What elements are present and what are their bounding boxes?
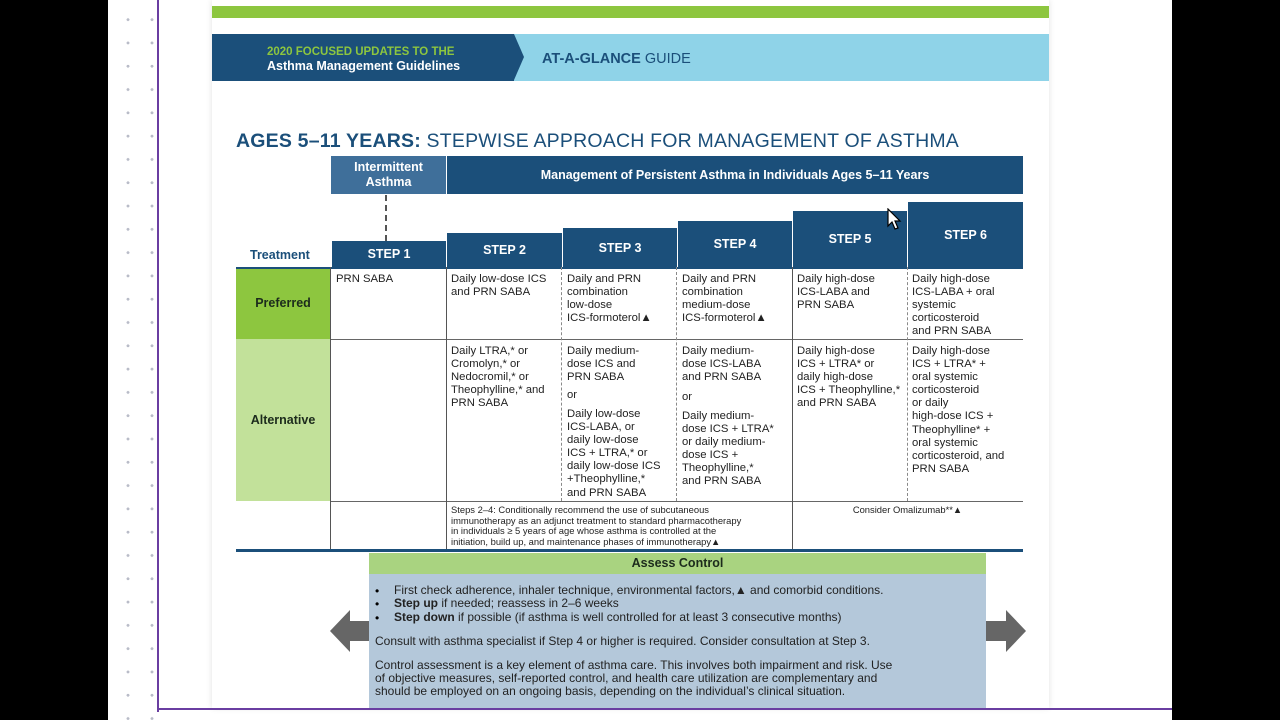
guide-label-rest: GUIDE <box>640 51 691 67</box>
treatment-label: Treatment <box>250 248 310 262</box>
title-bold: AGES 5–11 YEARS: <box>236 130 421 152</box>
step-1-header: STEP 1 <box>331 241 446 267</box>
step-up-arrow-icon <box>986 610 1026 652</box>
guide-label <box>542 51 691 67</box>
preferred-step-4: Daily and PRN combination medium-dose ICS-formoterol▲ <box>682 273 767 325</box>
alternative-step-4-or: or <box>682 391 693 403</box>
step-6-header: STEP 6 <box>907 202 1023 267</box>
step-up-label: Step up <box>394 596 438 610</box>
dot-pattern <box>108 0 158 720</box>
bullet-2-marker: • <box>375 597 380 611</box>
assess-control-box <box>369 553 986 708</box>
step-3-header: STEP 3 <box>562 228 677 267</box>
assess-bullet-1: First check adherence, inhaler technique, environmental factors,▲ and comorbid conditions. <box>394 583 884 597</box>
alternative-step-4-b: Daily medium- dose ICS + LTRA* or daily medium- dose ICS + Theophylline,* and PRN SABA <box>682 410 774 488</box>
bullet-1-marker: • <box>375 584 380 598</box>
frame-border-left <box>157 0 159 712</box>
alternative-step-3-b: Daily low-dose ICS-LABA, or daily low-dose ICS + LTRA,* or daily low-dose ICS +Theophylline,* and PRN SABA <box>567 408 661 499</box>
step-5-header: STEP 5 <box>792 211 907 267</box>
alternative-step-2: Daily LTRA,* or Cromolyn,* or Nedocromil,* or Theophylline,* and PRN SABA <box>451 345 545 410</box>
omalizumab-note: Consider Omalizumab**▲ <box>852 504 963 515</box>
intermittent-header: Intermittent Asthma <box>331 156 446 194</box>
alternative-step-3-or: or <box>567 389 578 401</box>
banner-subtitle: 2020 FOCUSED UPDATES TO THE <box>267 46 455 58</box>
document-page <box>212 0 1049 708</box>
alternative-step-4-a: Daily medium- dose ICS-LABA and PRN SABA <box>682 345 762 384</box>
assess-control-heading: Assess Control <box>369 553 986 574</box>
alternative-step-6: Daily high-dose ICS + LTRA* + oral systemic corticosteroid or daily high-dose ICS + Theophylline* + oral systemic corticosteroid, and PRN SABA <box>912 345 1005 475</box>
step-down-text: if possible (if asthma is well controlled for at least 3 consecutive months) <box>454 610 842 624</box>
mouse-cursor-icon <box>887 208 903 232</box>
step-up-text: if needed; reassess in 2–6 weeks <box>438 596 619 610</box>
control-text-line-2: of objective measures, self-reported control, and health care utilization are complementary and <box>375 671 878 685</box>
alternative-row-label: Alternative <box>236 339 330 501</box>
banner-left-panel <box>212 34 514 81</box>
frame-border-bottom <box>157 708 1172 710</box>
page-title <box>236 130 959 153</box>
control-text-line-1: Control assessment is a key element of asthma care. This involves both impairment and risk. Use <box>375 658 893 672</box>
bullet-3-marker: • <box>375 611 380 625</box>
step-2-header: STEP 2 <box>446 233 562 267</box>
assess-bullet-2 <box>394 597 619 610</box>
persistent-header: Management of Persistent Asthma in Individuals Ages 5–11 Years <box>447 156 1023 194</box>
guide-label-bold: AT-A-GLANCE <box>542 51 641 67</box>
step-down-arrow-icon <box>330 610 370 652</box>
table-bottom-rule <box>236 549 1023 552</box>
preferred-step-3: Daily and PRN combination low-dose ICS-formoterol▲ <box>567 273 652 325</box>
preferred-step-2: Daily low-dose ICS and PRN SABA <box>451 273 547 299</box>
alternative-step-3-a: Daily medium- dose ICS and PRN SABA <box>567 345 640 384</box>
immunotherapy-note: Steps 2–4: Conditionally recommend the use of subcutaneous immunotherapy as an adjunct treatment to standard pharmacotherapy in individuals ≥ 5 years of age whose asthma is controlled at the initiation, build up, and maintenance phases of immunotherapy▲ <box>451 504 742 547</box>
step-4-header: STEP 4 <box>677 221 792 267</box>
consult-text: Consult with asthma specialist if Step 4 or higher is required. Consider consultation at Step 3. <box>375 634 870 648</box>
preferred-step-6: Daily high-dose ICS-LABA + oral systemic corticosteroid and PRN SABA <box>912 273 995 338</box>
row-divider-top <box>236 267 1023 269</box>
header-banner <box>212 34 1049 81</box>
control-text-line-3: should be employed on an ongoing basis, depending on the individual’s clinical situation. <box>375 684 846 698</box>
top-green-bar <box>212 6 1049 18</box>
intermittent-divider <box>385 195 387 241</box>
preferred-step-1: PRN SABA <box>336 273 394 285</box>
column-divider-labels <box>330 267 331 550</box>
preferred-row-label: Preferred <box>236 267 330 339</box>
assess-bullet-3 <box>394 611 842 624</box>
step-down-label: Step down <box>394 610 455 624</box>
preferred-step-5: Daily high-dose ICS-LABA and PRN SABA <box>797 273 875 312</box>
banner-title: Asthma Management Guidelines <box>267 59 461 73</box>
title-rest: STEPWISE APPROACH FOR MANAGEMENT OF ASTHMA <box>420 130 959 152</box>
alternative-step-5: Daily high-dose ICS + LTRA* or daily high-dose ICS + Theophylline,* and PRN SABA <box>797 345 901 410</box>
